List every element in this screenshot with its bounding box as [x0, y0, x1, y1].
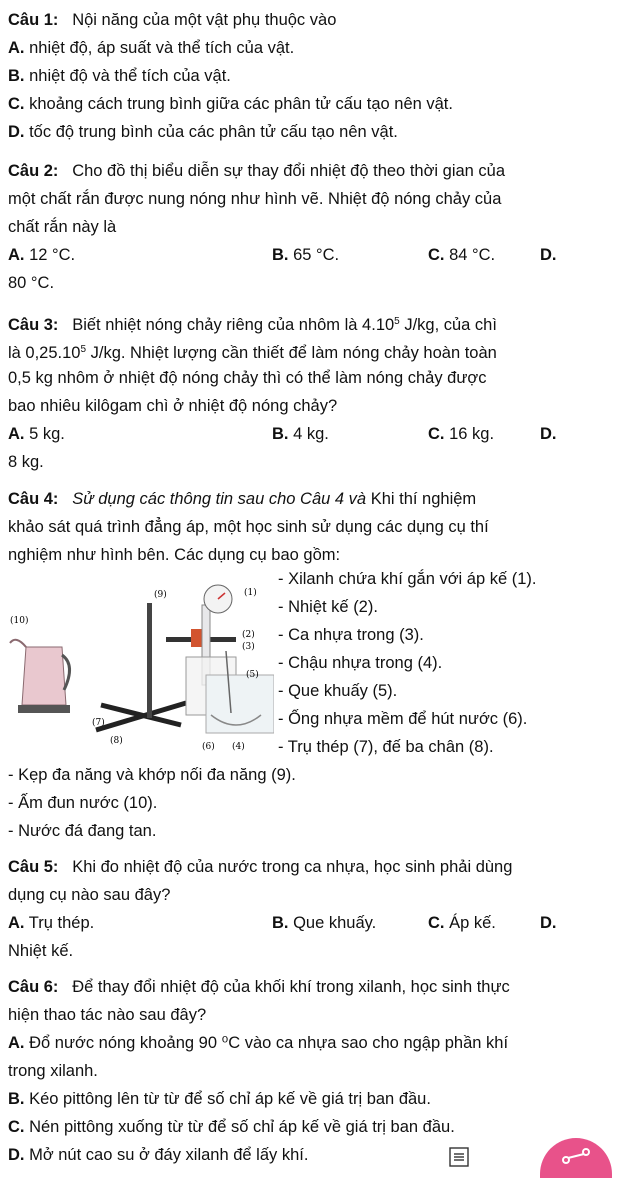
option-letter: A.	[8, 246, 25, 264]
q4-item-4: - Chậu nhựa trong (4).	[278, 654, 443, 672]
q6-option-c[interactable]	[8, 1116, 455, 1138]
q4-stem-line-2: khảo sát quá trình đẳng áp, một học sinh sử dụng các dụng cụ thí	[8, 518, 489, 536]
figure-label-3: (3)	[242, 642, 255, 652]
q3-exponent: 5	[80, 344, 87, 355]
option-letter: D.	[540, 425, 557, 443]
option-text: Đổ nước nóng khoảng 90 ⁰C vào ca nhựa sao cho ngập phần khí	[29, 1034, 509, 1052]
q5-option-a[interactable]	[8, 912, 94, 934]
q5-stem-1: Khi đo nhiệt độ của nước trong ca nhựa, học sinh phải dùng	[72, 858, 513, 876]
option-letter: C.	[8, 1118, 25, 1136]
figure-label-8: (8)	[110, 736, 123, 746]
q2-stem-line-2: một chất rắn được nung nóng như hình vẽ. Nhiệt độ nóng chảy của	[8, 190, 502, 208]
option-text: Áp kế.	[449, 914, 496, 932]
option-letter: D.	[540, 246, 557, 264]
experiment-figure	[6, 565, 274, 751]
option-text: 4 kg.	[293, 425, 329, 443]
option-letter: B.	[8, 1090, 25, 1108]
q5-option-c[interactable]	[428, 912, 496, 934]
option-letter: A.	[8, 425, 25, 443]
option-letter: D.	[8, 123, 25, 141]
fab-icon	[540, 1138, 612, 1178]
option-text: khoảng cách trung bình giữa các phân tử cấu tạo nên vật.	[29, 95, 453, 113]
q3-text: là 0,25.10	[8, 344, 81, 362]
q5-stem-line-2: dụng cụ nào sau đây?	[8, 886, 171, 904]
option-text: 84 °C.	[449, 246, 496, 264]
option-text: nhiệt độ và thể tích của vật.	[29, 67, 231, 85]
option-text: Trụ thép.	[28, 914, 95, 932]
q4-italic-intro: Sử dụng các thông tin sau cho Câu 4 và	[72, 490, 367, 508]
q3-label: Câu 3:	[8, 316, 59, 334]
q4-item-5: - Que khuấy (5).	[278, 682, 398, 700]
q1-option-a[interactable]	[8, 37, 294, 59]
option-text: Nén pittông xuống từ từ để số chỉ áp kế về giá trị ban đầu.	[29, 1118, 455, 1136]
figure-label-6: (6)	[202, 742, 215, 751]
q6-option-d[interactable]	[8, 1144, 308, 1166]
q4-label: Câu 4:	[8, 490, 59, 508]
figure-label-7: (7)	[92, 718, 105, 728]
option-letter: A.	[8, 39, 25, 57]
option-letter: C.	[428, 425, 445, 443]
q2-stem-line-3: chất rắn này là	[8, 218, 117, 236]
experiment-illustration	[6, 565, 274, 751]
figure-label-9: (9)	[154, 590, 167, 600]
figure-label-5: (5)	[246, 670, 259, 680]
figure-label-4: (4)	[232, 742, 245, 751]
q2-option-c[interactable]	[428, 244, 495, 266]
q4-stem-line-3: nghiệm như hình bên. Các dụng cụ bao gồm:	[8, 546, 341, 564]
q2-stem-line-1	[8, 160, 505, 182]
q6-stem-line-2: hiện thao tác nào sau đây?	[8, 1006, 207, 1024]
option-text: Mở nút cao su ở đáy xilanh để lấy khí.	[29, 1146, 309, 1164]
q4-item-8: - Kẹp đa năng và khớp nối đa năng (9).	[8, 766, 296, 784]
q2-stem-1: Cho đồ thị biểu diễn sự thay đổi nhiệt độ theo thời gian của	[72, 162, 506, 180]
q3-option-d[interactable]	[540, 423, 557, 445]
option-letter: A.	[8, 1034, 25, 1052]
q3-stem-line-3: 0,5 kg nhôm ở nhiệt độ nóng chảy thì có thể làm nóng chảy được	[8, 369, 487, 387]
option-text: nhiệt độ, áp suất và thể tích của vật.	[29, 39, 295, 57]
q4-stem-line-1	[8, 488, 476, 510]
q6-option-b[interactable]	[8, 1088, 431, 1110]
q3-option-b[interactable]	[272, 423, 329, 445]
option-text: Que khuấy.	[293, 914, 377, 932]
q5-option-d[interactable]	[540, 912, 557, 934]
option-letter: D.	[8, 1146, 25, 1164]
q1-stem-line	[8, 9, 336, 31]
q3-stem-line-4: bao nhiêu kilôgam chì ở nhiệt độ nóng chảy?	[8, 397, 338, 415]
q5-option-b[interactable]	[272, 912, 376, 934]
q1-label: Câu 1:	[8, 11, 59, 29]
q3-exponent: 5	[394, 316, 400, 327]
option-letter: C.	[428, 246, 445, 264]
option-text: Kéo pittông lên từ từ để số chỉ áp kế về giá trị ban đầu.	[29, 1090, 431, 1108]
q4-item-1: - Xilanh chứa khí gắn với áp kế (1).	[278, 570, 537, 588]
q5-option-d-text: Nhiệt kế.	[8, 942, 74, 960]
q2-option-b[interactable]	[272, 244, 339, 266]
figure-label-2: (2)	[242, 630, 255, 640]
figure-label-10: (10)	[10, 616, 29, 626]
q4-item-10: - Nước đá đang tan.	[8, 822, 157, 840]
q1-option-d[interactable]	[8, 121, 398, 143]
option-letter: B.	[8, 67, 25, 85]
q5-label: Câu 5:	[8, 858, 59, 876]
q3-text: Biết nhiệt nóng chảy riêng của nhôm là 4.10	[72, 316, 395, 334]
option-letter: B.	[272, 914, 289, 932]
q6-stem-line-1	[8, 976, 510, 998]
option-text: 12 °C.	[29, 246, 76, 264]
q6-option-a[interactable]	[8, 1032, 508, 1054]
option-text: 5 kg.	[29, 425, 65, 443]
option-letter: D.	[540, 914, 557, 932]
option-letter: B.	[272, 425, 289, 443]
q2-option-d-text: 80 °C.	[8, 274, 55, 292]
q3-text: J/kg, của chì	[399, 316, 497, 334]
figure-label-1: (1)	[244, 588, 257, 598]
q2-label: Câu 2:	[8, 162, 59, 180]
option-text: 65 °C.	[293, 246, 340, 264]
q3-option-c[interactable]	[428, 423, 494, 445]
q1-stem: Nội năng của một vật phụ thuộc vào	[72, 11, 337, 29]
q6-stem-1: Để thay đổi nhiệt độ của khối khí trong xilanh, học sinh thực	[72, 978, 510, 996]
q4-item-3: - Ca nhựa trong (3).	[278, 626, 424, 644]
q3-stem-line-1	[8, 311, 497, 336]
q4-item-2: - Nhiệt kế (2).	[278, 598, 378, 616]
q2-option-a[interactable]	[8, 244, 75, 266]
menu-lines-icon[interactable]	[449, 1147, 469, 1167]
q1-option-c[interactable]	[8, 93, 453, 115]
q2-option-d[interactable]	[540, 244, 557, 266]
q3-option-a[interactable]	[8, 423, 65, 445]
q3-stem-line-2	[8, 339, 497, 364]
q1-option-b[interactable]	[8, 65, 231, 87]
q6-option-a-wrap: trong xilanh.	[8, 1062, 98, 1080]
q4-item-7: - Trụ thép (7), đế ba chân (8).	[278, 738, 494, 756]
q4-item-6: - Ống nhựa mềm để hút nước (6).	[278, 710, 528, 728]
option-letter: C.	[428, 914, 445, 932]
option-text: tốc độ trung bình của các phân tử cấu tạo nên vật.	[29, 123, 398, 141]
option-text: 16 kg.	[449, 425, 495, 443]
q5-stem-line-1	[8, 856, 512, 878]
q3-option-d-text: 8 kg.	[8, 453, 44, 471]
option-letter: B.	[272, 246, 289, 264]
option-letter: C.	[8, 95, 25, 113]
option-letter: A.	[8, 914, 25, 932]
q6-label: Câu 6:	[8, 978, 59, 996]
fab-button[interactable]	[540, 1138, 612, 1178]
q3-text: J/kg. Nhiệt lượng cần thiết để làm nóng chảy hoàn toàn	[86, 344, 497, 362]
q4-item-9: - Ấm đun nước (10).	[8, 794, 158, 812]
q4-text: Khi thí nghiệm	[366, 490, 477, 508]
